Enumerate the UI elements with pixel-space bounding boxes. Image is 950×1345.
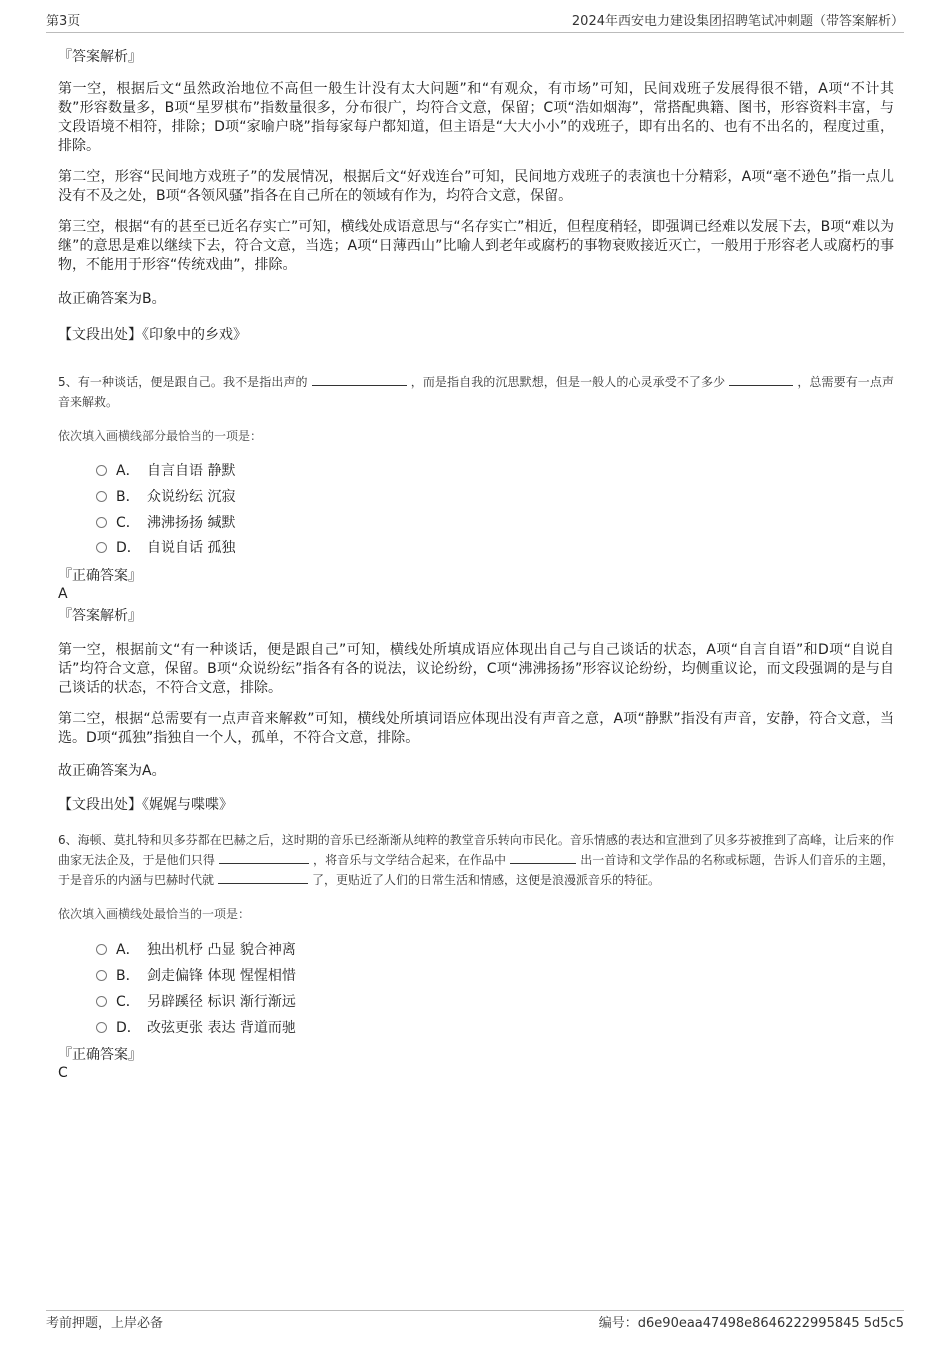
q4-analysis-paragraph-2: 第二空，形容“民间地方戏班子”的发展情况，根据后文“好戏连台”可知，民间地方戏班子的表演也十分精彩，A项“毫不逊色”指一点儿没有不及之处，B项“各领风骚”指各在自己所在的领域有作为，均符合文意，保留。: [58, 169, 894, 204]
option-text: 另辟蹊径 标识 渐行渐远: [147, 994, 296, 1010]
radio-icon[interactable]: [96, 970, 107, 981]
option-letter: A．: [116, 463, 140, 479]
q5-answer: A: [58, 586, 68, 602]
q4-analysis-paragraph-3: 第三空，根据“有的甚至已近名存实亡”可知，横线处成语意思与“名存实亡”相近，但程度稍轻，即强调已经难以发展下去，B项“难以为继”的意思是难以继续下去，符合文意，当选；A项“日薄西山”比喻人到老年或腐朽的事物衰败接近灭亡，一般用于形容老人或腐朽的事物，不能用于形容“传统戏曲”，排除。: [58, 219, 894, 273]
radio-icon[interactable]: [96, 996, 107, 1007]
option-text: 改弦更张 表达 背道而驰: [147, 1020, 296, 1036]
q6-stem-part-2: ，将音乐与文学结合起来，在作品中: [312, 853, 507, 867]
option-letter: C．: [116, 515, 140, 531]
q4-conclusion: 故正确答案为B。: [58, 291, 166, 307]
q5-stem: [58, 372, 894, 412]
q5-stem-part-3: ，总需要有一点声音来解救。: [58, 375, 894, 409]
q5-analysis-paragraph-1: 第一空，根据前文“有一种谈话，便是跟自己”可知，横线处所填成语应体现出自己与自己谈话的状态，A项“自言自语”和D项“自说自话”均符合文意，保留。B项“众说纷纭”指各有各的说法，议论纷纷，C项“沸沸扬扬”形容议论纷纷，均侧重议论，而文段强调的是与自己谈话的状态，不符合文意，排除。: [58, 642, 894, 696]
q6-blank-3: [218, 871, 308, 884]
q5-source: 【文段出处】《娓娓与喋喋》: [58, 797, 233, 813]
q6-option-a[interactable]: [96, 940, 296, 960]
q6-answer: C: [58, 1065, 68, 1081]
q5-blank-1: [312, 373, 407, 386]
q4-source: 【文段出处】《印象中的乡戏》: [58, 327, 247, 343]
q6-blank-2: [510, 851, 576, 864]
footer-slogan: 考前押题，上岸必备: [46, 1316, 164, 1331]
q5-option-c[interactable]: [96, 513, 235, 533]
footer-code: [599, 1313, 904, 1335]
q5-stem-part-1: 5、有一种谈话，便是跟自己。我不是指出声的: [58, 375, 308, 389]
q6-answer-label: 『正确答案』: [58, 1047, 142, 1063]
radio-icon[interactable]: [96, 944, 107, 955]
page-footer: [46, 1310, 904, 1335]
q5-option-b[interactable]: [96, 487, 235, 507]
q5-instruction: 依次填入画横线部分最恰当的一项是：: [58, 429, 263, 443]
q6-stem-part-3: 出一首诗和文学作品的名称或标题，告诉人们音乐的主题，于是音乐的内涵与巴赫时代就: [58, 853, 894, 887]
option-text: 自言自语 静默: [147, 463, 236, 479]
footer-code-label: 编号：: [598, 1316, 638, 1331]
q5-analysis-label: 『答案解析』: [58, 608, 142, 624]
option-letter: B．: [116, 489, 140, 505]
option-letter: D．: [116, 1020, 141, 1036]
option-letter: B．: [116, 968, 140, 984]
q6-instruction: 依次填入画横线处最恰当的一项是：: [58, 907, 251, 921]
q4-analysis-paragraph-1: 第一空，根据后文“虽然政治地位不高但一般生计没有太大问题”和“有观众，有市场”可知，民间戏班子发展得很不错，A项“不计其数”形容数量多，B项“星罗棋布”指数量很多，分布很广，均符合文意，保留；C项“浩如烟海”，常搭配典籍、图书，形容资料丰富，与文段语境不相符，排除；D项“家喻户晓”指每家每户都知道，但主语是“大大小小”的戏班子，即有出名的、也有不出名的，程度过重，排除。: [58, 81, 894, 154]
q6-option-d[interactable]: [96, 1018, 296, 1038]
footer-code-value: d6e90eaa47498e8646222995845 5d5c5: [637, 1316, 904, 1331]
q5-analysis-paragraph-2: 第二空，根据“总需要有一点声音来解救”可知，横线处所填词语应体现出没有声音之意，A项“静默”指没有声音，安静，符合文意，当选。D项“孤独”指独自一个人，孤单，不符合文意，排除。: [58, 711, 894, 746]
radio-icon[interactable]: [96, 465, 107, 476]
option-text: 自说自话 孤独: [147, 540, 236, 556]
q6-blank-1: [219, 851, 309, 864]
radio-icon[interactable]: [96, 517, 107, 528]
q6-stem-part-1: 6、海顿、莫扎特和贝多芬都在巴赫之后，这时期的音乐已经渐渐从纯粹的教堂音乐转向市民化。音乐情感的表达和宣泄到了贝多芬被推到了高峰，让后来的作曲家无法企及，于是他们只得: [58, 833, 894, 867]
radio-icon[interactable]: [96, 1022, 107, 1033]
q5-blank-2: [729, 373, 793, 386]
option-text: 独出机杼 凸显 貌合神离: [147, 942, 296, 958]
radio-icon[interactable]: [96, 491, 107, 502]
option-text: 众说纷纭 沉寂: [147, 489, 236, 505]
q6-option-b[interactable]: [96, 966, 296, 986]
q5-option-a[interactable]: [96, 461, 235, 481]
q6-option-c[interactable]: [96, 992, 296, 1012]
radio-icon[interactable]: [96, 542, 107, 553]
option-letter: C．: [116, 994, 140, 1010]
page-header: [46, 12, 904, 33]
page-number: 第3页: [46, 14, 81, 29]
option-letter: D．: [116, 540, 141, 556]
document-title: 2024年西安电力建设集团招聘笔试冲刺题（带答案解析）: [571, 14, 904, 29]
q4-analysis-label: 『答案解析』: [58, 49, 142, 65]
option-text: 剑走偏锋 体现 惺惺相惜: [147, 968, 296, 984]
q5-answer-label: 『正确答案』: [58, 568, 142, 584]
q5-stem-part-2: ，而是指自我的沉思默想，但是一般人的心灵承受不了多少: [410, 375, 726, 389]
option-letter: A．: [116, 942, 140, 958]
q5-conclusion: 故正确答案为A。: [58, 763, 166, 779]
q5-option-d[interactable]: [96, 538, 235, 558]
q6-stem: [58, 830, 894, 890]
q6-stem-part-4: 了，更贴近了人们的日常生活和情感，这便是浪漫派音乐的特征。: [312, 873, 661, 887]
option-text: 沸沸扬扬 缄默: [147, 515, 236, 531]
